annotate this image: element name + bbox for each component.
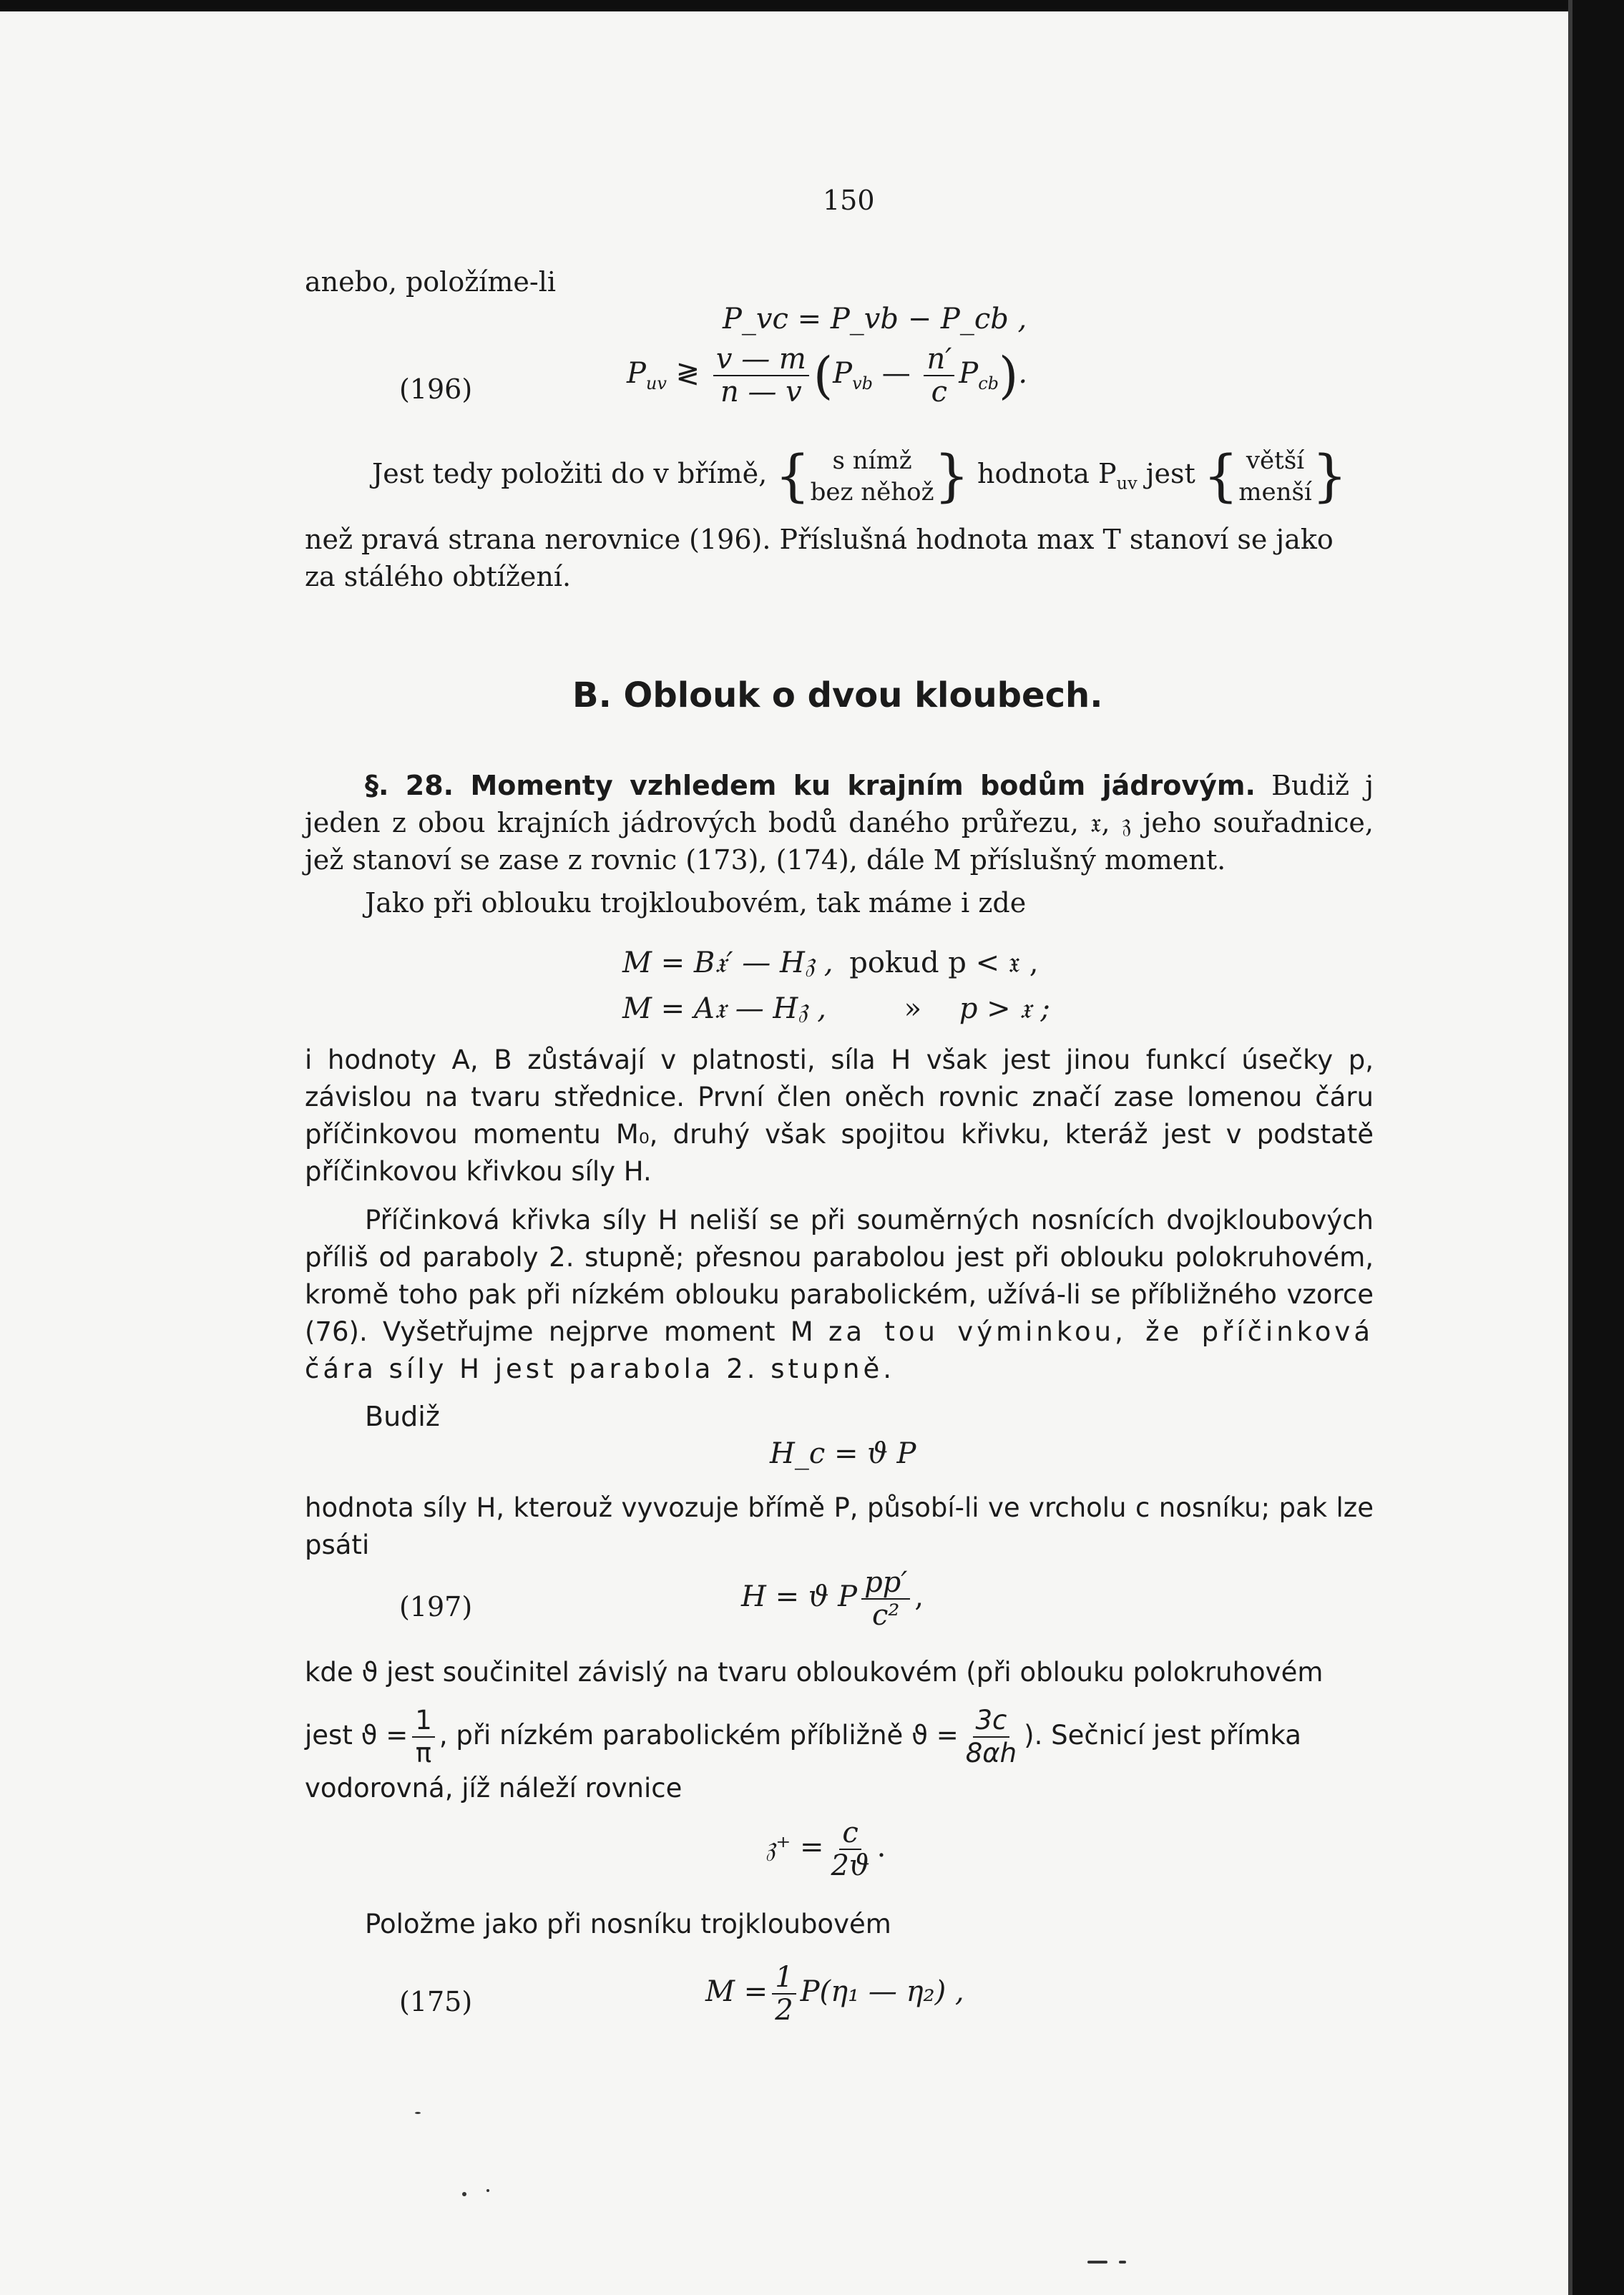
eq-z-lhs: 𝔷⁺ = [765, 1831, 824, 1864]
scan-speck [486, 2189, 489, 2192]
equation-m1 [622, 946, 1038, 980]
brace2-top: větší [1246, 446, 1305, 475]
equation-hc: H_c = ϑ P [770, 1437, 916, 1470]
paragraph-hodnoty [305, 1042, 1374, 1190]
equation-m2 [622, 992, 1050, 1026]
page-number: 150 [823, 185, 875, 216]
eq-m2-ditto: » [904, 992, 922, 1025]
eq-m1-condition: pokud p < 𝔵 , [849, 946, 1039, 979]
eq196-frac-den: n — v [720, 376, 802, 408]
intro-line: anebo, položíme-li [305, 266, 557, 298]
eq-z-den: 2ϑ [831, 1849, 870, 1882]
paragraph-28-text: Budiž j jeden z obou krajních jádrových bodů daného průřezu, 𝔵, 𝔷 jeho souřadnice, jež stanoví se zase z rovnic (173), (174), dále M příslušný moment. [305, 770, 1374, 876]
eq175-den: 2 [775, 1994, 793, 2027]
kde-f2-num: 3c [973, 1705, 1010, 1738]
kde-jest-theta: jest ϑ = [305, 1720, 409, 1751]
equation-z [765, 1817, 886, 1881]
eq196-lhs-sub: uv [645, 373, 667, 393]
brace1-top: s nímž [832, 446, 912, 475]
eq197-tail: , [914, 1580, 924, 1613]
jako-line: Jako při oblouku trojkloubovém, tak máme i zde [365, 887, 1027, 919]
budiz-line: Budiž [365, 1401, 440, 1432]
equation-196: $P_{uv}$ ≷ $\frac{v — m}{n — v}$ ($P_{vb}$ — $\frac{n'}{c}$ $P_{cb}$). [627, 343, 1028, 408]
eq196-inner-fraction [924, 343, 954, 408]
eq196-inner-den: c [931, 376, 948, 408]
eq196-inner-num: n′ [924, 343, 954, 376]
scan-speck [1119, 2261, 1126, 2264]
kde-line1: kde ϑ jest součinitel závislý na tvaru obloukovém (při oblouku polokruhovém [305, 1657, 1324, 1688]
jest-tedy-mid-tail: jest [1137, 458, 1195, 489]
eq197-lhs: H = ϑ P [741, 1580, 858, 1613]
scan-speck [1087, 2261, 1107, 2264]
eq-z-num: c [839, 1817, 861, 1850]
paragraph-28 [305, 767, 1374, 879]
eq196-frac-num: v — m [713, 343, 809, 376]
jest-tedy-line3: za stálého obtížení. [305, 561, 572, 592]
eq196-fraction [713, 343, 809, 408]
eq175-fraction [772, 1962, 796, 2026]
kde-line3: vodorovná, jíž náleží rovnice [305, 1773, 683, 1804]
brace2-bottom: menší [1238, 478, 1312, 507]
equation-197 [741, 1567, 924, 1631]
scan-border-right [1572, 0, 1624, 2295]
kde-parabolic: , při nízkém parabolickém příbližně ϑ = [439, 1720, 959, 1751]
eq175-num: 1 [772, 1962, 796, 1995]
eq196-relation: ≷ [675, 357, 700, 390]
equation-197-label: (197) [399, 1591, 473, 1623]
paragraph-hodnota-sily [305, 1489, 1374, 1564]
kde-secnici: ). Sečnicí jest přímka [1024, 1720, 1301, 1751]
paragraph-pricinkova [305, 1202, 1374, 1388]
eq196-pvb: P [833, 357, 853, 390]
paragraph-28-lead: §. 28. Momenty vzhledem ku krajním bodům jádrovým. [365, 770, 1256, 801]
scan-speck [462, 2192, 466, 2196]
equation-pvc: P_vc = P_vb − P_cb , [723, 303, 1027, 336]
section-heading: B. Oblouk o dvou kloubech. [572, 675, 1103, 715]
jest-tedy-mid: hodnota P [977, 458, 1117, 489]
equation-196-label: (196) [399, 373, 473, 405]
jest-tedy-line: Jest tedy položiti do v břímě, { s nímž bez něhož} hodnota $P_{uv}$ jest { větší menší} [372, 444, 1348, 509]
kde-fraction1 [412, 1705, 435, 1769]
paragraph-pricinkova-text: Příčinková křivka síly H neliší se při souměrných nosnících dvojkloubových příliš od paraboly 2. stupně; přesnou parabolou jest při oblouku polokruhovém, kromě toho pak při nízkém oblouku parabolickém, užívá-li se příbližného vzorce (76). Vyšetřujme nejprve moment M [305, 1205, 1374, 1347]
paragraph-hodnoty-text: i hodnoty A, B zůstávají v platnosti, síla H však jest jinou funkcí úsečky p, závislou na tvaru střednice. První člen oněch rovnic značí zase lomenou čáru příčinkovou momentu M₀, druhý však spojitou křivku, kteráž jest v podstatě příčinkovou křivkou síly H. [305, 1044, 1374, 1187]
scan-speck [415, 2112, 421, 2114]
eq-z-tail: . [876, 1831, 886, 1864]
eq196-pcb: P [959, 357, 979, 390]
eq175-rhs: P(η₁ — η₂) , [800, 1975, 964, 2008]
polozme-line: Položme jako při nosníku trojkloubovém [365, 1909, 891, 1939]
eq196-tail: . [1018, 357, 1028, 390]
eq197-fraction [861, 1567, 910, 1631]
kde-line2 [305, 1703, 1301, 1769]
jest-tedy-line2: než pravá strana nerovnice (196). Příslušná hodnota max T stanoví se jako [305, 524, 1334, 555]
eq197-num: pp′ [861, 1567, 910, 1600]
kde-f1-den: π [415, 1737, 432, 1768]
eq-m2-formula: M = A𝔵 — H𝔷 , [622, 992, 826, 1025]
eq196-minus: — [881, 357, 911, 390]
eq-z-fraction [828, 1817, 873, 1881]
kde-f1-num: 1 [412, 1705, 435, 1738]
kde-f2-den: 8αh [965, 1737, 1017, 1768]
equation-175 [705, 1962, 964, 2026]
eq196-pcb-sub: cb [978, 373, 999, 393]
eq197-den: c² [871, 1599, 900, 1632]
eq-m1-formula: M = B𝔵′ — H𝔷 , [622, 946, 833, 979]
equation-175-label: (175) [399, 1986, 473, 2017]
kde-fraction2 [963, 1705, 1019, 1769]
brace1-bottom: bez něhož [810, 478, 934, 507]
eq196-lhs: P [627, 357, 646, 390]
jest-tedy-mid-sub: uv [1116, 473, 1138, 494]
paragraph-pricinkova-spaced: za tou výminkou, že příčinková čára síly H jest parabola 2. stupně. [305, 1316, 1374, 1384]
jest-tedy-start: Jest tedy položiti do v břímě, [372, 458, 768, 489]
eq175-lhs: M = [705, 1975, 768, 2008]
scan-border-top [0, 0, 1624, 11]
paragraph-hodnota-sily-text: hodnota síly H, kterouž vyvozuje břímě P, působí-li ve vrcholu c nosníku; pak lze psáti [305, 1492, 1374, 1560]
eq196-pvb-sub: vb [852, 373, 874, 393]
eq-m2-condition: p > 𝔵 ; [959, 992, 1050, 1025]
